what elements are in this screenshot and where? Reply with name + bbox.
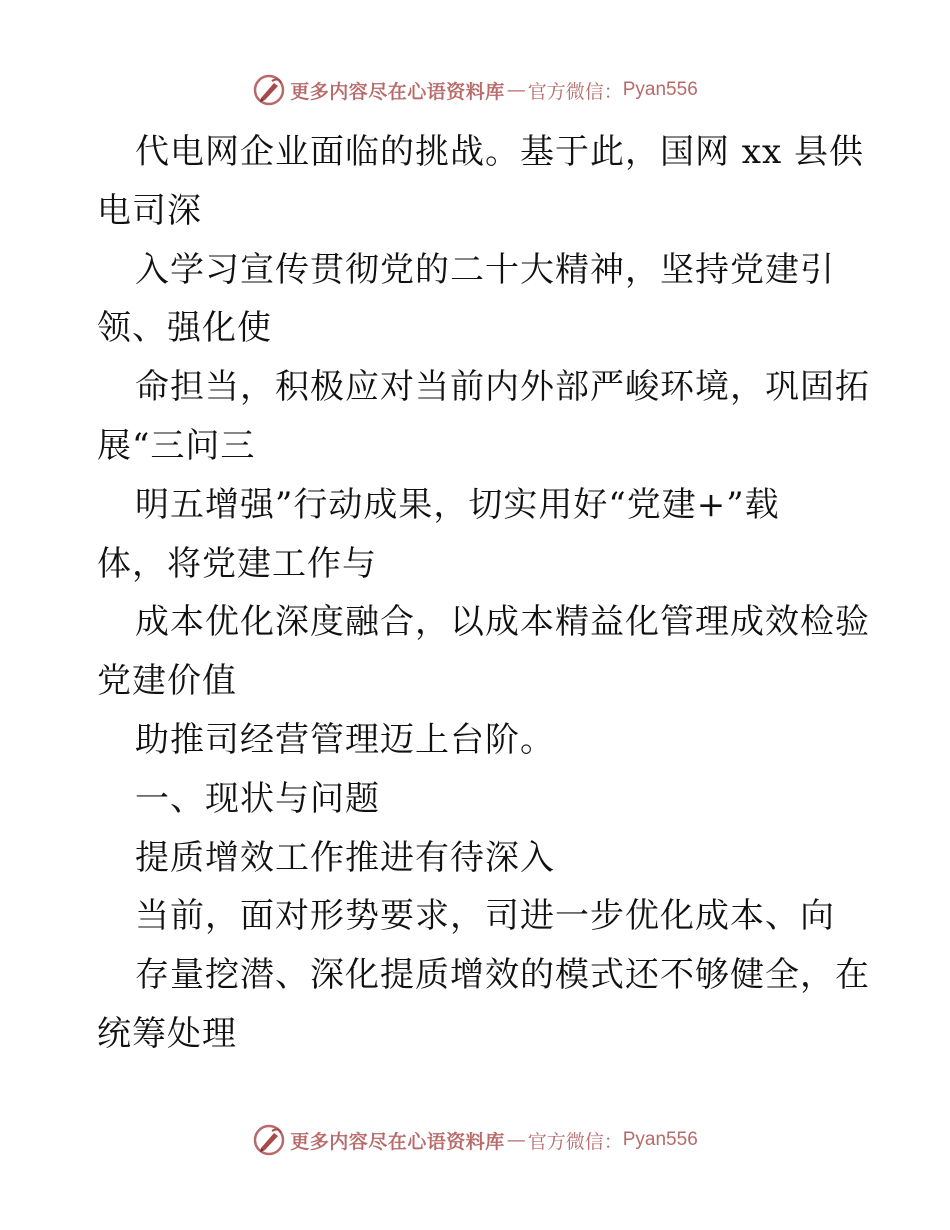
footer-watermark	[0, 1120, 950, 1160]
section-heading: 一、现状与问题	[135, 778, 380, 819]
body-line-15: 存量挖潜、深化提质增效的模式还不够健全，在	[135, 955, 870, 996]
watermark-official-label: 官方微信：	[527, 80, 623, 103]
watermark-brand-text: 更多内容尽在心语资料库	[290, 80, 505, 103]
body-line-8: 体，将党建工作与	[97, 543, 377, 584]
watermark-wechat-id: Pyan556	[622, 1129, 698, 1150]
pen-circle-logo-icon	[252, 73, 286, 107]
watermark-separator: —	[506, 1129, 526, 1151]
body-line-1: 代电网企业面临的挑战。基于此，国网 xx 县供	[135, 132, 864, 172]
body-line-7: 明五增强”行动成果，切实用好“党建+”载	[135, 484, 780, 525]
header-watermark	[0, 70, 950, 110]
body-line-10: 党建价值	[97, 661, 237, 702]
body-line-9: 成本优化深度融合，以成本精益化管理成效检验	[135, 602, 870, 643]
watermark-brand-text: 更多内容尽在心语资料库	[290, 1130, 505, 1153]
body-line-6: 展“三问三	[97, 425, 256, 466]
body-line-11: 助推司经营管理迈上台阶。	[135, 719, 555, 760]
watermark-separator: —	[506, 79, 526, 101]
body-line-4: 领、强化使	[97, 308, 272, 349]
body-line-16: 统筹处理	[97, 1013, 237, 1054]
body-line-2: 电司深	[97, 190, 202, 231]
document-body	[97, 123, 870, 1064]
pen-circle-logo-icon	[252, 1123, 286, 1157]
body-line-3: 入学习宣传贯彻党的二十大精神，坚持党建引	[135, 249, 835, 290]
watermark-wechat-id: Pyan556	[622, 79, 698, 100]
subsection-heading: 提质增效工作推进有待深入	[135, 837, 555, 878]
body-line-5: 命担当，积极应对当前内外部严峻环境，巩固拓	[135, 367, 870, 408]
body-line-14: 当前，面对形势要求，司进一步优化成本、向	[135, 896, 835, 937]
watermark-official-label: 官方微信：	[527, 1130, 623, 1153]
